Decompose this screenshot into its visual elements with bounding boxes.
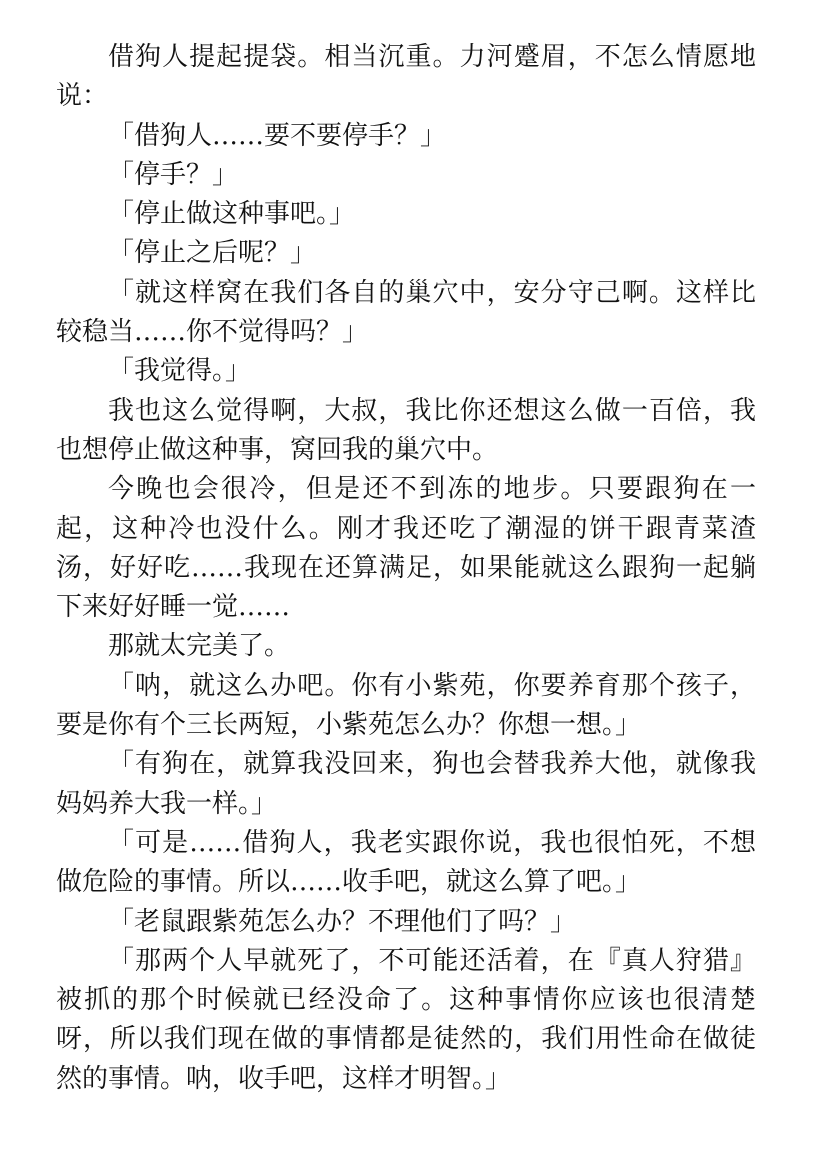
paragraph-1: 借狗人提起提袋。相当沉重。力河蹙眉，不怎么情愿地说： xyxy=(56,42,756,112)
paragraph-7: 「我觉得。」 xyxy=(108,356,252,387)
paragraph-5: 「停止之后呢？」 xyxy=(108,238,317,269)
paragraph-6: 「就这样窝在我们各自的巢穴中，安分守己啊。这样比较稳当……你不觉得吗？」 xyxy=(56,277,756,348)
paragraph-4: 「停止做这种事吧。」 xyxy=(108,199,356,230)
paragraph-13: 「可是……借狗人，我老实跟你说，我也很怕死，不想做危险的事情。所以……收手吧，就这么算了吧。」 xyxy=(56,827,756,898)
paragraph-8: 我也这么觉得啊，大叔，我比你还想这么做一百倍，我也想停止做这种事，窝回我的巢穴中。 xyxy=(56,395,756,465)
paragraph-14: 「老鼠跟紫苑怎么办？不理他们了吗？」 xyxy=(108,906,577,937)
paragraph-11: 「呐，就这么办吧。你有小紫苑，你要养育那个孩子，要是你有个三长两短，小紫苑怎么办？你想一想。」 xyxy=(56,670,756,741)
paragraph-3: 「停手？」 xyxy=(108,159,239,190)
paragraph-10: 那就太完美了。 xyxy=(108,631,291,662)
paragraph-15: 「那两个人早就死了，不可能还活着，在『真人狩猎』被抓的那个时候就已经没命了。这种事情你应该也很清楚呀，所以我们现在做的事情都是徒然的，我们用性命在做徒然的事情。呐，收手吧，这样才明智。」 xyxy=(56,945,756,1094)
document-page xyxy=(56,38,756,1099)
paragraph-12: 「有狗在，就算我没回来，狗也会替我养大他，就像我妈妈养大我一样。」 xyxy=(56,749,756,819)
paragraph-2: 「借狗人……要不要停手？」 xyxy=(108,120,447,151)
paragraph-9: 今晚也会很冷，但是还不到冻的地步。只要跟狗在一起，这种冷也没什么。刚才我还吃了潮湿的饼干跟青菜渣汤，好好吃……我现在还算满足，如果能就这么跟狗一起躺下来好好睡一觉…… xyxy=(56,474,756,623)
